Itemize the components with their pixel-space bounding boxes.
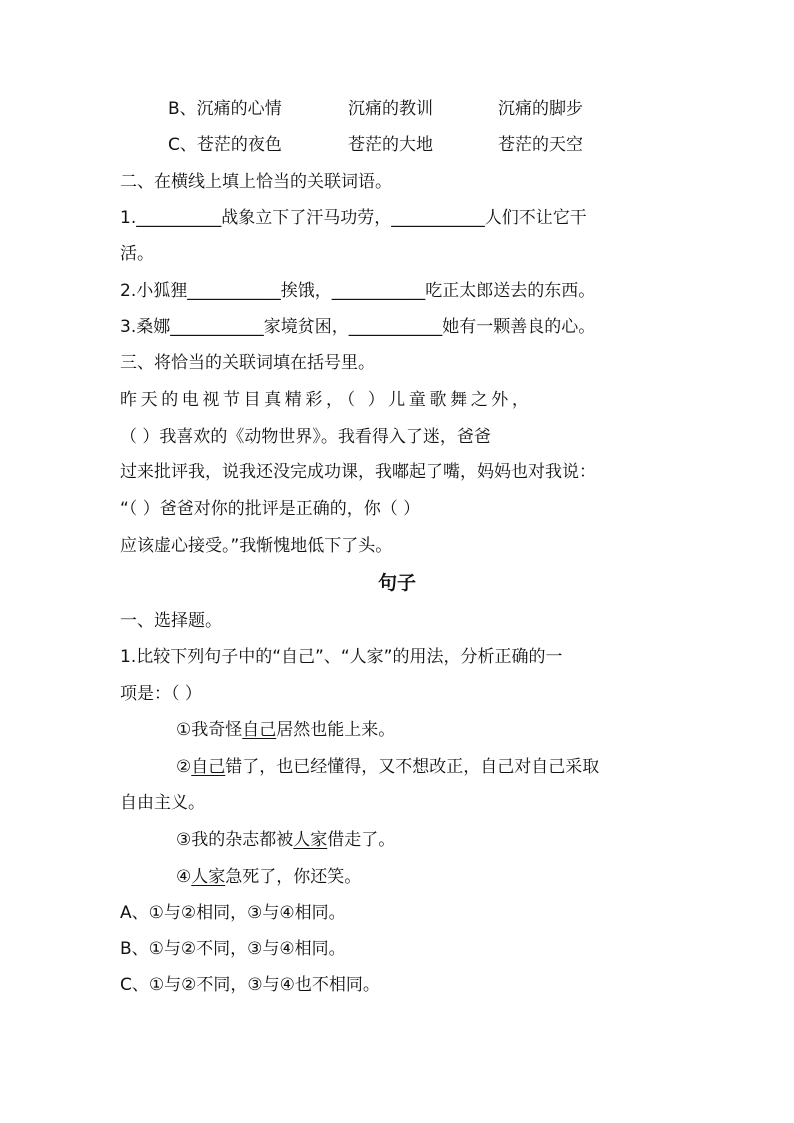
sentence3-underlined: 人家: [293, 830, 328, 850]
section3-paragraph-line5: 应该虚心接受。”我惭愧地低下了头。: [120, 536, 393, 556]
sentence2-pre: ②: [176, 757, 192, 777]
sentence2-post: 错了，也已经懂得，又不想改正，自己对自己采取: [225, 757, 600, 777]
sentence4-underlined: 人家: [191, 867, 226, 887]
sentence1-post: 居然也能上来。: [276, 720, 396, 740]
section3-paragraph-line2: （ ）我喜欢的《动物世界》。我看得入了迷，爸爸: [120, 427, 491, 447]
sentence-question1-cont: 项是：（ ）: [120, 684, 202, 704]
answer-option-b: B、①与②不同，③与④相同。: [120, 939, 346, 959]
section2-item3: 3.桑娜___________家境贫困，___________她有一颗善良的心。: [120, 317, 596, 337]
sentence1-underlined: 自己: [242, 720, 277, 740]
section3-paragraph-line3: 过来批评我，说我还没完成功课，我嘟起了嘴，妈妈也对我说：: [120, 462, 596, 482]
section2-heading: 二、在横线上填上恰当的关联词语。: [120, 172, 392, 192]
section2-item1: 1.__________战象立下了汗马功劳，___________人们不让它干: [120, 208, 587, 228]
option-b-word2: 沉痛的教训: [348, 99, 433, 119]
example-sentence-3: [176, 828, 736, 852]
section2-item1-cont: 活。: [120, 244, 154, 264]
section-title: 句子: [377, 572, 416, 594]
section3-paragraph-line4: “（ ）爸爸对你的批评是正确的，你（ ）: [120, 499, 421, 519]
section3-paragraph-line1: 昨天的电视节目真精彩，（ ）儿童歌舞之外，: [120, 390, 533, 410]
section2-item2: 2.小狐狸___________挨饿，___________吃正太郎送去的东西。: [120, 281, 596, 301]
sentence-heading: 一、选择题。: [120, 611, 222, 631]
answer-option-a: A、①与②相同，③与④相同。: [120, 903, 346, 923]
sentence3-pre: ③我的杂志都被: [176, 830, 294, 850]
example-sentence-1: [176, 718, 736, 742]
example-sentence-2-cont: 自由主义。: [120, 793, 205, 813]
answer-option-c: C、①与②不同，③与④也不相同。: [120, 975, 380, 995]
section3-heading: 三、将恰当的关联词填在括号里。: [120, 353, 375, 373]
option-b-word3: 沉痛的脚步: [498, 99, 583, 119]
sentence1-pre: ①我奇怪: [176, 720, 243, 740]
sentence-question1: 1.比较下列句子中的“自己”、“人家”的用法，分析正确的一: [120, 647, 563, 667]
option-c-word3: 苍茫的天空: [498, 135, 583, 155]
option-c-word2: 苍茫的大地: [348, 135, 433, 155]
sentence2-underlined: 自己: [191, 757, 226, 777]
option-c-label: C、苍茫的夜色: [168, 135, 282, 155]
option-b-label: B、沉痛的心情: [168, 99, 282, 119]
example-sentence-4: [176, 865, 736, 889]
example-sentence-2: [176, 755, 736, 779]
sentence3-post: 借走了。: [327, 830, 396, 850]
sentence4-post: 急死了，你还笑。: [225, 867, 362, 887]
sentence4-pre: ④: [176, 867, 192, 887]
